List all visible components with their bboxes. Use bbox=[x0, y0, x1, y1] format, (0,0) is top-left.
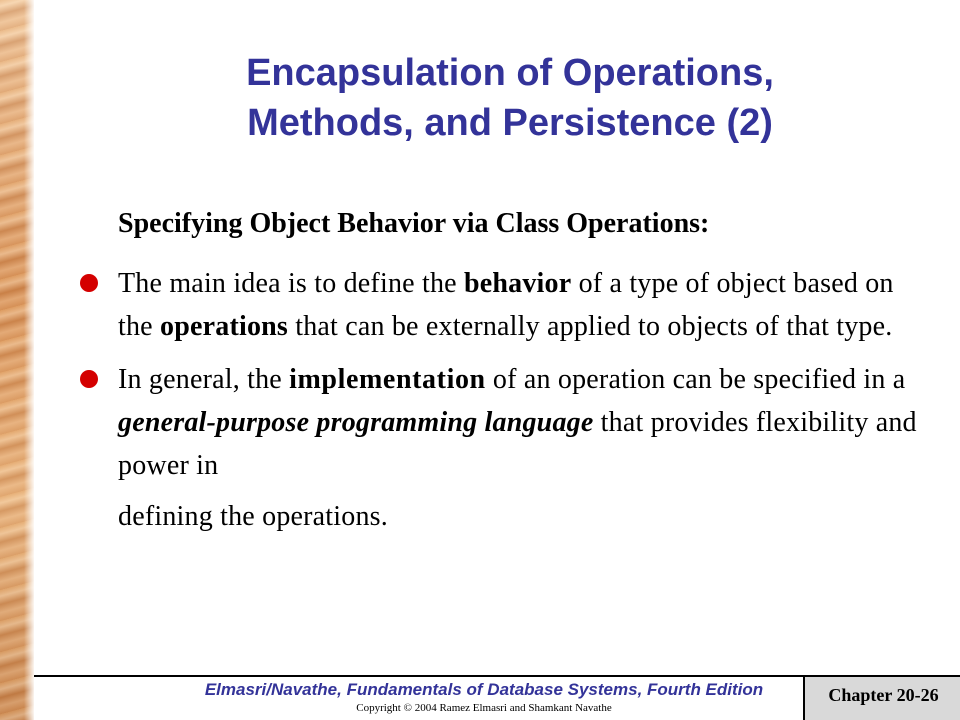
bullet-1-part-3: of a type of object based on the bbox=[118, 268, 894, 342]
bullet-1-part-5: that can be externally applied to objects of that type. bbox=[288, 311, 893, 342]
bullet-1-keyword-behavior: behavior bbox=[463, 268, 572, 299]
bullet-2-part-5: that provides flexibility and power in bbox=[118, 407, 917, 481]
bullet-2-part-1: In general, the bbox=[118, 364, 290, 395]
title-line-1: Encapsulation of Operations, bbox=[246, 52, 774, 94]
slide-subheading: Specifying Object Behavior via Class Operations: bbox=[118, 208, 710, 239]
footer-edition: Elmasri/Navathe, Fundamentals of Database Systems, Fourth Edition bbox=[204, 680, 764, 699]
chapter-label: Chapter 20-26 bbox=[828, 685, 939, 705]
bullet-2-keyword-language: general-purpose programming language bbox=[118, 407, 594, 438]
bullet-item-2 bbox=[80, 358, 920, 538]
bullet-2-last-line: defining the operations. bbox=[118, 501, 388, 532]
chapter-box bbox=[803, 677, 960, 720]
bullet-text-2 bbox=[118, 358, 920, 538]
bullet-1-part-1: The main idea is to define the bbox=[118, 268, 464, 299]
bullet-dot-icon bbox=[80, 274, 98, 292]
bullet-2-part-3: of an operation can be specified in a bbox=[485, 364, 906, 395]
bullet-text-1 bbox=[118, 262, 920, 348]
bullet-dot-icon bbox=[80, 370, 98, 388]
bullet-item-1 bbox=[80, 262, 920, 348]
bullet-1-keyword-operations: operations bbox=[160, 311, 289, 342]
decorative-side-image bbox=[0, 0, 34, 720]
bullet-2-keyword-implementation: implementation bbox=[289, 364, 486, 395]
footer-copyright: Copyright © 2004 Ramez Elmasri and Shamkant Navathe bbox=[356, 702, 612, 714]
title-line-2: Methods, and Persistence (2) bbox=[247, 102, 773, 144]
bullet-list bbox=[80, 262, 920, 538]
slide-title bbox=[120, 48, 900, 148]
